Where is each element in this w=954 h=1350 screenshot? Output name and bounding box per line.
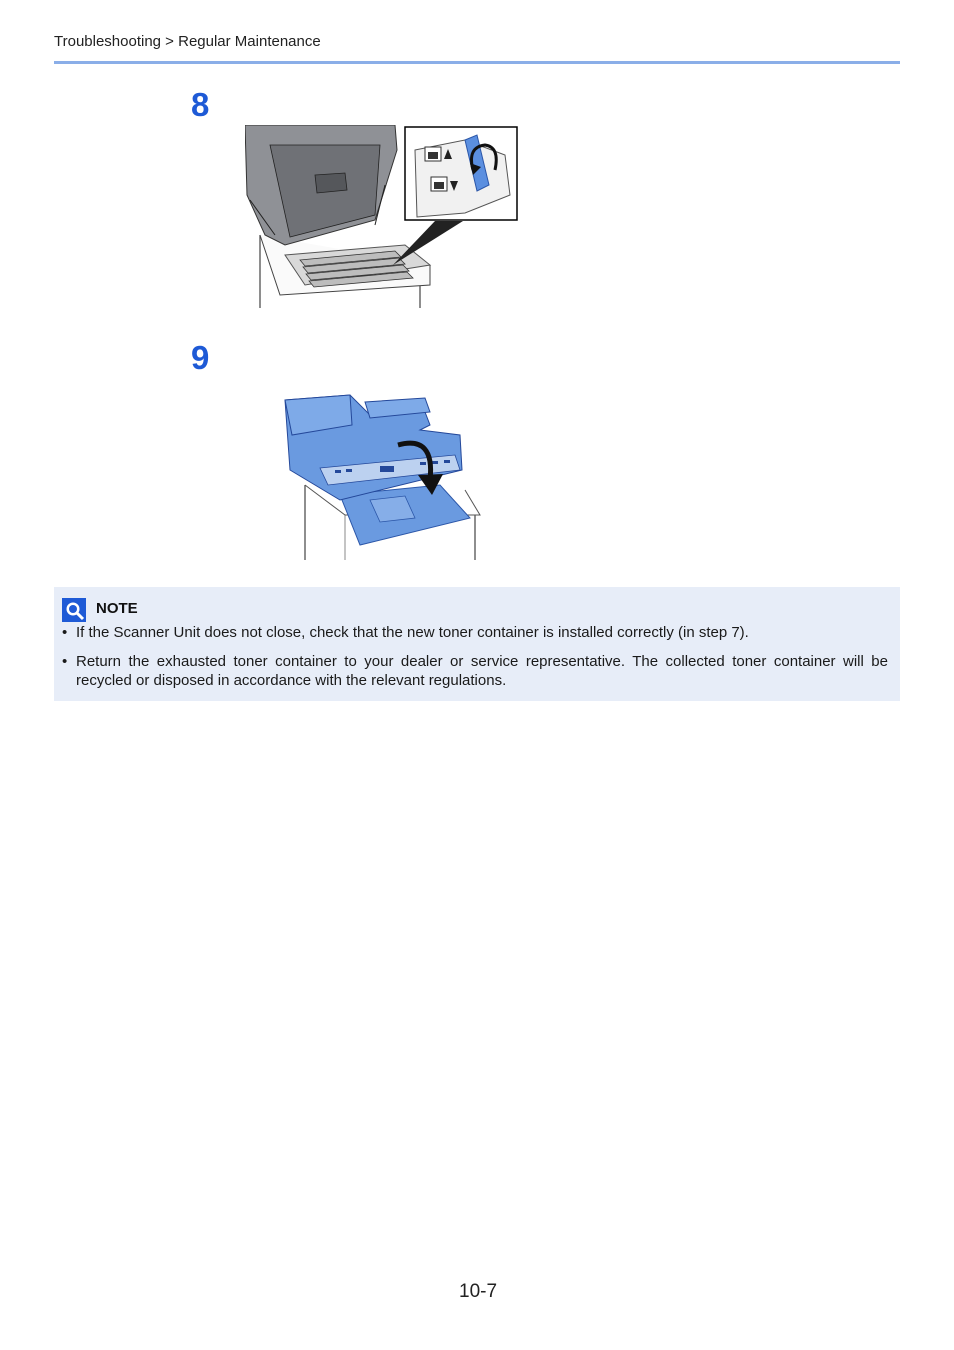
note-item-text: If the Scanner Unit does not close, check that the new toner container is installed correctly (in step 7). — [76, 624, 749, 641]
step-8-illustration — [245, 125, 520, 310]
note-icon — [62, 598, 86, 622]
note-item-text: Return the exhausted toner container to your dealer or service representative. The collected toner container will be recycled or disposed in accordance with the relevant regulations. — [76, 653, 888, 689]
note-title: NOTE — [96, 600, 138, 617]
header-divider — [54, 61, 900, 64]
bullet: • — [62, 624, 68, 641]
step-8-number: 8 — [191, 86, 210, 123]
step-9-illustration — [280, 390, 490, 562]
note-box — [54, 587, 900, 701]
breadcrumb: Troubleshooting > Regular Maintenance — [54, 33, 321, 50]
step-9-number: 9 — [191, 339, 210, 376]
note-list — [54, 623, 900, 690]
note-item — [54, 623, 900, 642]
bullet: • — [62, 653, 68, 670]
page-number: 10-7 — [459, 1281, 498, 1302]
note-item — [54, 652, 900, 690]
